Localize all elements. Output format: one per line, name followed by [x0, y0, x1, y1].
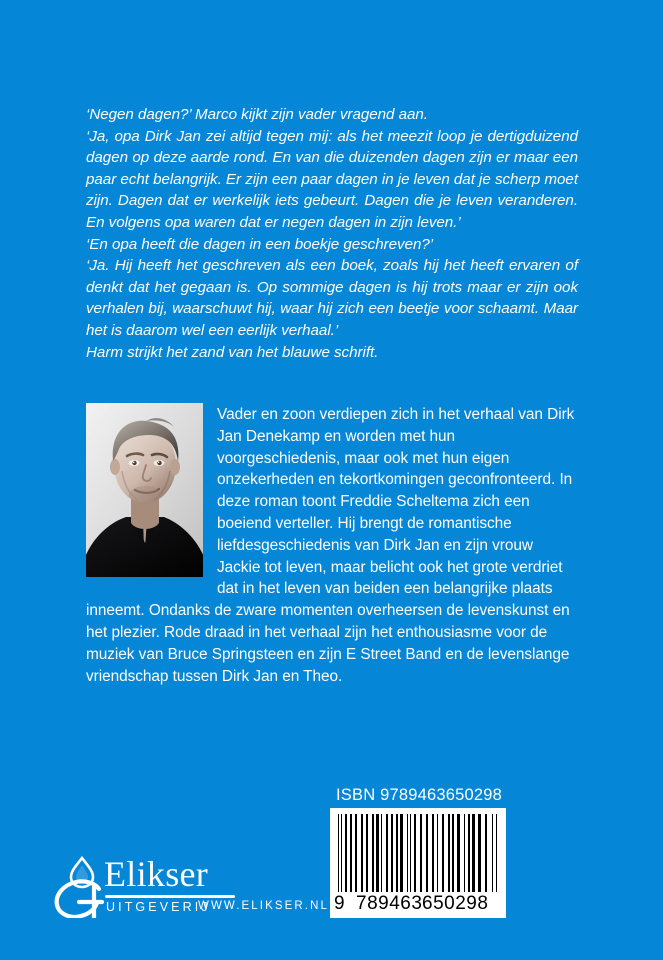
excerpt-line-1: ‘Negen dagen?’ Marco kijkt zijn vader vragend aan. — [86, 106, 428, 123]
logo-divider-rule — [105, 895, 235, 898]
blurb-paragraph: Vader en zoon verdiepen zich in het verhaal van Dirk Jan Denekamp en worden met hun voorgeschiedenis, maar ook met hun eigen onzekerheden en tekortkomingen geconfronteerd. In deze roman toont Freddie Scheltema zich een boeiend verteller. Hij brengt de romantische liefdesgeschiedenis van Dirk Jan en zijn vrouw Jackie tot leven, maar belicht ook het grote verdriet dat in het leven van beiden een belangrijke plaats inneemt. Ondanks de zware momenten overheersen de levenskunst en het plezier. Rode draad in het verhaal zijn het enthousiasme voor de muziek van Bruce Springsteen en zijn E Street Band en de levenslange vriendschap tussen Dirk Jan en Theo. — [86, 406, 575, 685]
barcode-digit-right-group: 650298 — [422, 893, 489, 914]
publisher-website[interactable]: WWW.ELIKSER.NL — [198, 900, 329, 912]
isbn-label: ISBN 9789463650298 — [336, 786, 502, 804]
barcode-bars — [338, 814, 498, 892]
publisher-name: Elikser — [104, 854, 209, 894]
excerpt-line-2: ‘Ja, opa Dirk Jan zei altijd tegen mij: als het meezit loop je dertigduizend dagen op deze aarde rond. En van die duizenden dagen zijn er maar een paar echt belangrijk. Er zijn een paar dagen in je leven dat je scherp moet zijn. Dagen dat er werkelijk iets gebeurt. Dagen die je leven veranderen. En volgens opa waren dat er negen dagen in zijn leven.’ — [86, 127, 578, 231]
photo-text-wrap-spacer — [86, 404, 217, 582]
blurb-text-block — [86, 404, 578, 687]
isbn-barcode — [330, 808, 506, 918]
publisher-subtitle: UITGEVERIJ — [106, 900, 211, 914]
excerpt-line-5: Harm strijkt het zand van het blauwe schrift. — [86, 343, 379, 361]
elikser-flame-e-icon — [52, 856, 110, 918]
elikser-logo-svg — [52, 856, 110, 918]
barcode-digits — [330, 893, 506, 915]
barcode-digit-left-group: 789463 — [356, 893, 423, 914]
excerpt-line-4: ‘Ja. Hij heeft het geschreven als een boek, zoals hij het heeft ervaren of denkt dat het gegaan is. Op sommige dagen is hij trots maar er zijn ook verhalen bij, waarschuwt hij, waar hij zich een beetje voor schaamt. Maar het is daarom wel een eerlijk verhaal.’ — [86, 257, 578, 339]
barcode-digit-lead: 9 — [334, 893, 346, 914]
excerpt-line-3: ‘En opa heeft die dagen in een boekje geschreven?’ — [86, 235, 434, 253]
excerpt-text-block — [86, 104, 578, 363]
